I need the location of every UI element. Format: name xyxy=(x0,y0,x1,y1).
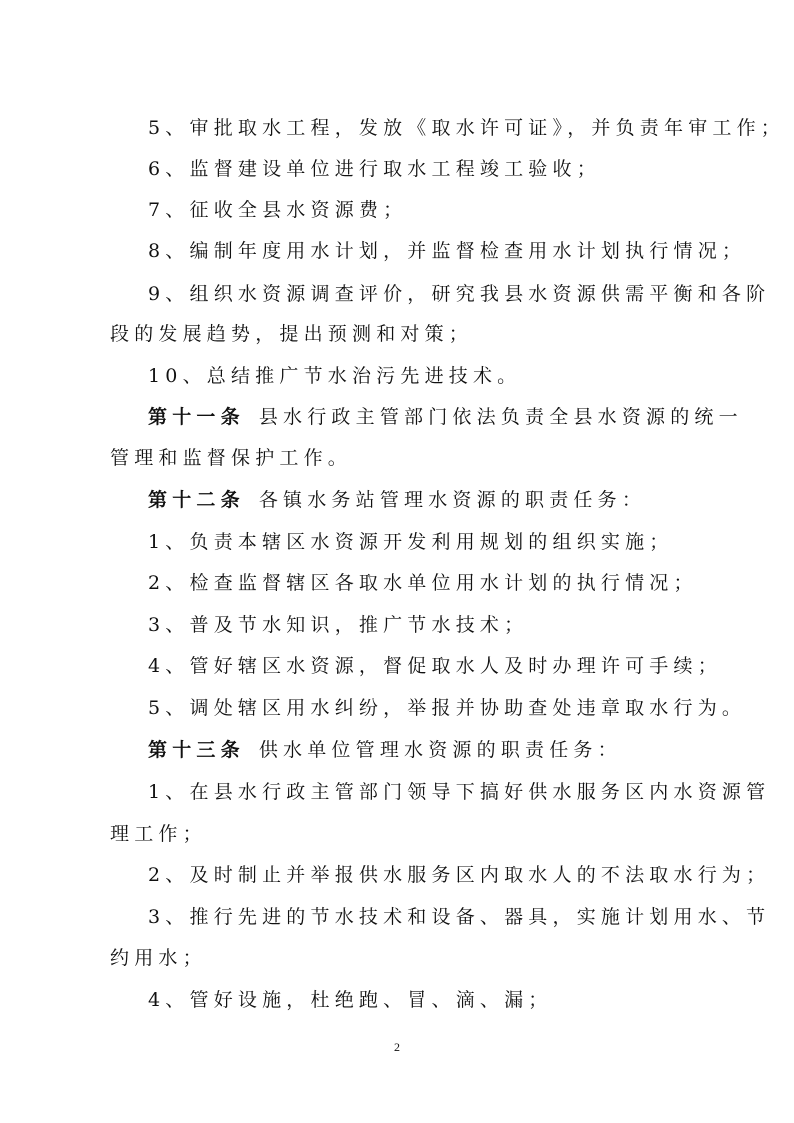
list-item: 2、检查监督辖区各取水单位用水计划的执行情况； xyxy=(148,572,698,594)
article-label: 第十二条 xyxy=(148,489,245,511)
article-label: 第十三条 xyxy=(148,739,245,761)
list-item: 7、征收全县水资源费； xyxy=(148,199,408,221)
article-text: 县水行政主管部门依法负责全县水资源的统一 xyxy=(258,406,743,428)
list-item: 3、普及节水知识，推广节水技术； xyxy=(148,614,529,636)
article-13 xyxy=(148,738,728,762)
list-item: 1、负责本辖区水资源开发利用规划的组织实施； xyxy=(148,531,674,553)
article-label: 第十一条 xyxy=(148,406,245,428)
list-item: 2、及时制止并举报供水服务区内取水人的不法取水行为； xyxy=(148,864,771,886)
list-item-continuation: 约用水； xyxy=(110,947,207,969)
article-11 xyxy=(148,405,743,429)
list-item: 10、总结推广节水治污先进技术。 xyxy=(148,365,522,387)
article-continuation: 管理和监督保护工作。 xyxy=(110,447,353,469)
list-item: 4、管好辖区水资源，督促取水人及时办理许可手续； xyxy=(148,655,722,677)
list-item: 3、推行先进的节水技术和设备、器具，实施计划用水、节 xyxy=(148,906,771,928)
article-text: 供水单位管理水资源的职责任务： xyxy=(258,739,622,761)
list-item: 4、管好设施，杜绝跑、冒、滴、漏； xyxy=(148,989,553,1011)
list-item-continuation: 段的发展趋势，提出预测和对策； xyxy=(110,323,474,345)
page-number: 2 xyxy=(394,1040,400,1054)
list-item: 8、编制年度用水计划，并监督检查用水计划执行情况； xyxy=(148,240,747,262)
list-item: 5、调处辖区用水纠纷，举报并协助查处违章取水行为。 xyxy=(148,697,747,719)
article-12 xyxy=(148,488,728,512)
list-item: 1、在县水行政主管部门领导下搞好供水服务区内水资源管 xyxy=(148,781,771,803)
article-text: 各镇水务站管理水资源的职责任务： xyxy=(258,489,647,511)
list-item-continuation: 理工作； xyxy=(110,823,207,845)
list-item: 9、组织水资源调查评价，研究我县水资源供需平衡和各阶 xyxy=(148,283,771,305)
list-item: 6、监督建设单位进行取水工程竣工验收； xyxy=(148,158,601,180)
list-item: 5、审批取水工程，发放《取水许可证》，并负责年审工作； xyxy=(148,117,785,139)
